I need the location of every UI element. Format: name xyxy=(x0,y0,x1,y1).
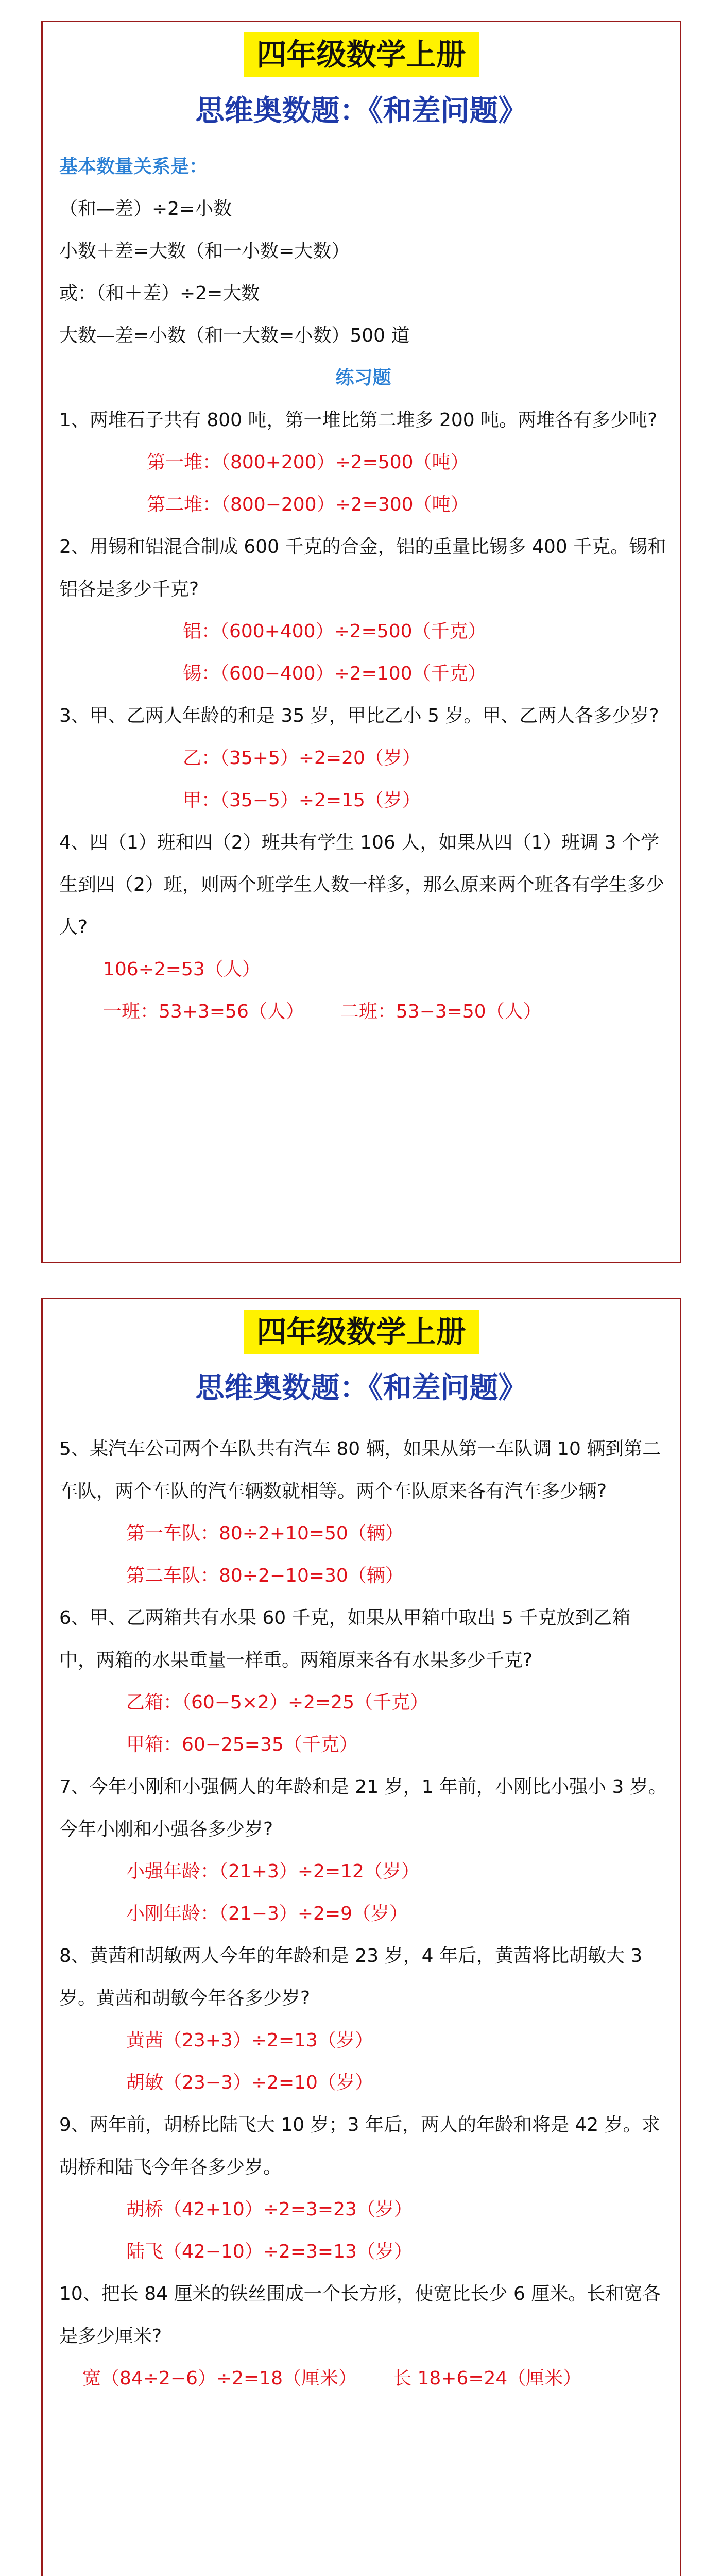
answer-class-1: 一班：53+3=56（人） xyxy=(103,1001,304,1022)
problem-answer: 第一堆：（800+200）÷2=500（吨） xyxy=(147,452,469,473)
page-title: 四年级数学上册 xyxy=(243,1310,479,1354)
page-title: 四年级数学上册 xyxy=(243,32,479,77)
answer-class-2: 二班：53−3=50（人） xyxy=(340,1001,542,1022)
problem-answer: 黄茜（23+3）÷2=13（岁） xyxy=(126,2030,373,2051)
problem-answer: 陆飞（42−10）÷2=3=13（岁） xyxy=(126,2241,413,2262)
problem-answer: 乙：（35+5）÷2=20（岁） xyxy=(183,748,421,769)
problem-question: 5、某汽车公司两个车队共有汽车 80 辆，如果从第一车队调 10 辆到第二车队，两个车队的汽车辆数就相等。两个车队原来各有汽车多少辆? xyxy=(59,1438,661,1502)
worksheet-page-1 xyxy=(41,21,681,1263)
problem-answer: 第二堆：（800−200）÷2=300（吨） xyxy=(147,494,469,515)
problem-answer: 小强年龄：（21+3）÷2=12（岁） xyxy=(126,1861,420,1882)
problem-answer-pair xyxy=(59,2358,667,2400)
basics-heading: 基本数量关系是： xyxy=(59,156,208,177)
formula-line: 大数—差=小数（和一大数=小数）500 道 xyxy=(59,325,410,346)
problem-answer: 甲箱：60−25=35（千克） xyxy=(126,1734,358,1755)
problem-answer: 铝：（600+400）÷2=500（千克） xyxy=(183,621,487,642)
problem-question: 7、今年小刚和小强俩人的年龄和是 21 岁，1 年前，小刚比小强小 3 岁。今年小刚和小强各多少岁? xyxy=(59,1776,667,1840)
problem-question: 9、两年前，胡桥比陆飞大 10 岁；3 年后，两人的年龄和将是 42 岁。求胡桥和陆飞今年各多少岁。 xyxy=(59,2114,660,2178)
problem-question: 1、两堆石子共有 800 吨，第一堆比第二堆多 200 吨。两堆各有多少吨? xyxy=(59,410,658,431)
problem-question: 10、把长 84 厘米的铁丝围成一个长方形，使宽比长少 6 厘米。长和宽各是多少厘米? xyxy=(59,2283,661,2347)
problem-answer: 第一车队：80÷2+10=50（辆） xyxy=(126,1523,404,1544)
problem-answer: 乙箱：（60−5×2）÷2=25（千克） xyxy=(126,1692,428,1713)
answer-width: 宽（84÷2−6）÷2=18（厘米） xyxy=(82,2368,357,2389)
page-subtitle: 思维奥数题：《和差问题》 xyxy=(195,94,527,128)
formula-line: 小数＋差=大数（和一小数=大数） xyxy=(59,241,350,262)
page-subtitle: 思维奥数题：《和差问题》 xyxy=(195,1371,527,1405)
problem-question: 4、四（1）班和四（2）班共有学生 106 人，如果从四（1）班调 3 个学生到四（2）班，则两个班学生人数一样多，那么原来两个班各有学生多少人? xyxy=(59,832,664,938)
problem-question: 6、甲、乙两箱共有水果 60 千克，如果从甲箱中取出 5 千克放到乙箱中，两箱的水果重量一样重。两箱原来各有水果多少千克? xyxy=(59,1607,631,1671)
worksheet-content xyxy=(59,1428,667,2400)
problem-answer: 106÷2=53（人） xyxy=(103,959,261,980)
problem-answer: 锡：（600−400）÷2=100（千克） xyxy=(183,663,487,684)
formula-line: （和—差）÷2=小数 xyxy=(59,198,232,219)
problem-answer: 胡桥（42+10）÷2=3=23（岁） xyxy=(126,2199,413,2220)
worksheet-page-2 xyxy=(41,1298,681,2576)
formula-line: 或：（和＋差）÷2=大数 xyxy=(59,283,260,304)
problem-answer: 小刚年龄：（21−3）÷2=9（岁） xyxy=(126,1903,408,1924)
practice-heading: 练习题 xyxy=(335,367,391,388)
answer-length: 长 18+6=24（厘米） xyxy=(393,2368,582,2389)
problem-answer: 第二车队：80÷2−10=30（辆） xyxy=(126,1565,404,1586)
problem-question: 8、黄茜和胡敏两人今年的年龄和是 23 岁，4 年后，黄茜将比胡敏大 3 岁。黄茜和胡敏今年各多少岁? xyxy=(59,1945,643,2009)
problem-answer: 甲：（35−5）÷2=15（岁） xyxy=(183,790,421,811)
problem-question: 3、甲、乙两人年龄的和是 35 岁，甲比乙小 5 岁。甲、乙两人各多少岁? xyxy=(59,705,659,726)
problem-answer-pair xyxy=(59,991,667,1033)
worksheet-content xyxy=(59,146,667,1033)
problem-answer: 胡敏（23−3）÷2=10（岁） xyxy=(126,2072,373,2093)
problem-question: 2、用锡和铝混合制成 600 千克的合金，铝的重量比锡多 400 千克。锡和铝各是多少千克? xyxy=(59,536,666,600)
